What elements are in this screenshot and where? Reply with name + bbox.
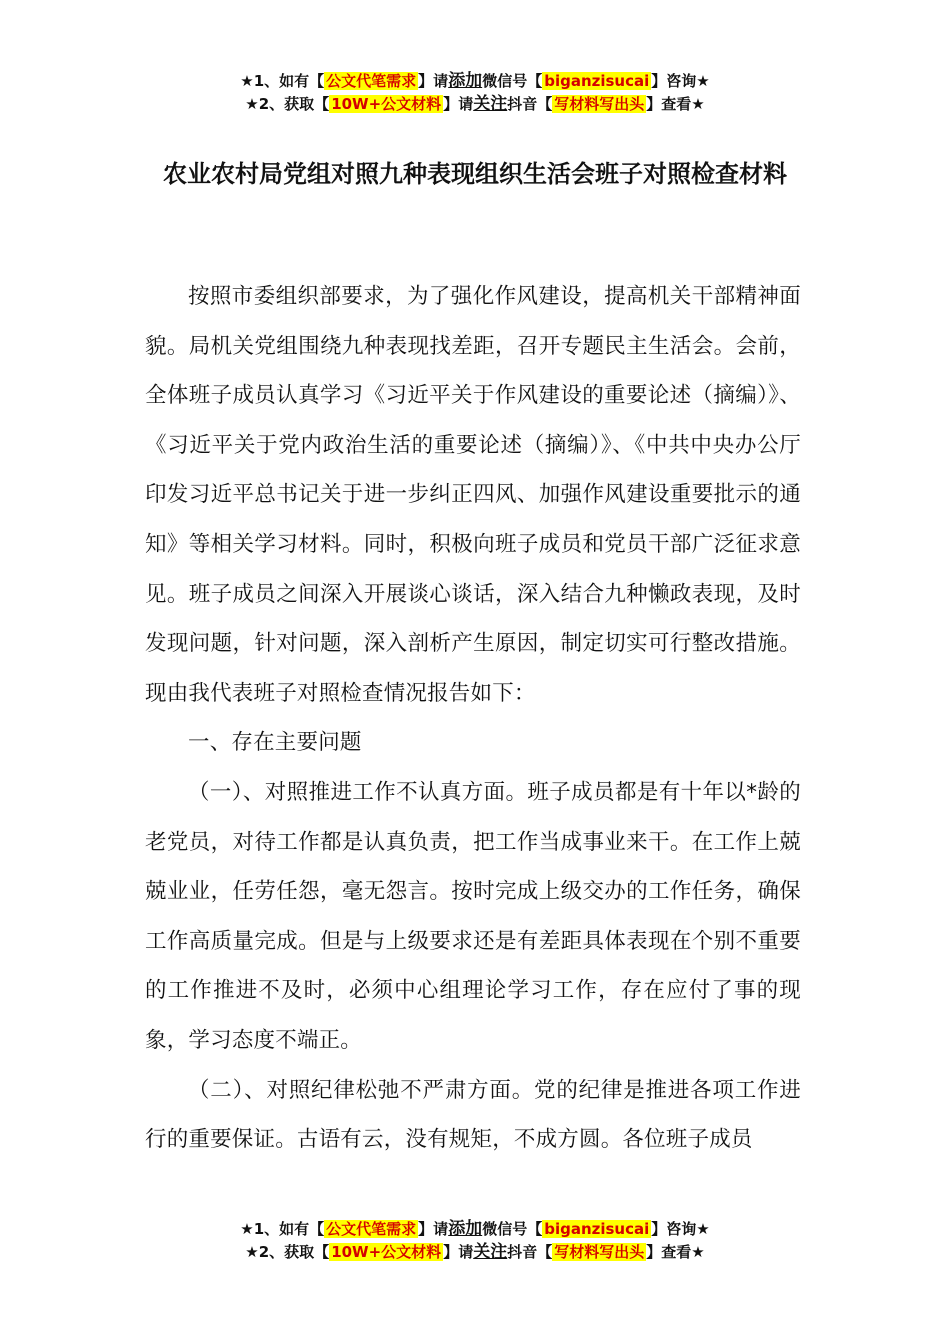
document-body <box>145 272 801 1165</box>
section-heading: 一、存在主要问题 <box>188 730 362 756</box>
promo-highlight: 10W+公文材料 <box>331 1243 442 1261</box>
paragraph-issue-1: （一）、对照推进工作不认真方面。班子成员都是有十年以*龄的老党员，对待工作都是认真负责，把工作当成事业来干。在工作上兢兢业业，任劳任怨，毫无怨言。按时完成上级交办的工作任务，确保工作高质量完成。但是与上级要求还是有差距具体表现在个别不重要的工作推进不及时，必须中心组理论学习工作，存在应付了事的现象，学习态度不端正。 <box>145 779 801 1053</box>
promo-text: 微信号【 <box>482 72 543 90</box>
promo-text: 】查看★ <box>646 95 705 113</box>
promo-text: ★2、获取【 <box>245 95 330 113</box>
promo-banner-top <box>0 70 950 116</box>
document-title: 农业农村局党组对照九种表现组织生活会班子对照检查材料 <box>163 160 787 188</box>
promo-text: 】请 <box>418 1220 449 1238</box>
promo-text: 抖音【 <box>507 1243 553 1261</box>
promo-text: ★1、如有【 <box>240 72 325 90</box>
promo-text: ★1、如有【 <box>240 1220 325 1238</box>
promo-text: 】请 <box>443 1243 474 1261</box>
promo-text: 抖音【 <box>507 95 553 113</box>
promo-line-2 <box>0 1241 950 1264</box>
promo-highlight: 公文代笔需求 <box>326 1220 417 1238</box>
promo-text: 微信号【 <box>482 1220 543 1238</box>
promo-douyin-id: 写材料写出头 <box>554 95 645 113</box>
promo-emphasis: 关注 <box>473 94 508 114</box>
promo-line-2 <box>0 93 950 116</box>
promo-line-1 <box>0 70 950 93</box>
promo-emphasis: 添加 <box>448 71 483 91</box>
promo-emphasis: 关注 <box>473 1242 508 1262</box>
promo-douyin-id: 写材料写出头 <box>554 1243 645 1261</box>
promo-text: 】请 <box>443 95 474 113</box>
promo-highlight: 10W+公文材料 <box>331 95 442 113</box>
promo-emphasis: 添加 <box>448 1219 483 1239</box>
promo-text: 】咨询★ <box>651 1220 710 1238</box>
promo-banner-bottom <box>0 1218 950 1264</box>
paragraph-issue-2: （二）、对照纪律松弛不严肃方面。党的纪律是推进各项工作进行的重要保证。古语有云，没有规矩，不成方圆。各位班子成员 <box>145 1077 801 1153</box>
promo-highlight: 公文代笔需求 <box>326 72 417 90</box>
promo-text: 】咨询★ <box>651 72 710 90</box>
promo-text: 】查看★ <box>646 1243 705 1261</box>
promo-text: ★2、获取【 <box>245 1243 330 1261</box>
promo-wechat-id: biganzisucai <box>544 72 650 90</box>
promo-line-1 <box>0 1218 950 1241</box>
paragraph-intro: 按照市委组织部要求，为了强化作风建设，提高机关干部精神面貌。局机关党组围绕九种表现找差距，召开专题民主生活会。会前，全体班子成员认真学习《习近平关于作风建设的重要论述（摘编）》、《习近平关于党内政治生活的重要论述（摘编）》、《中共中央办公厅印发习近平总书记关于进一步纠正四风、加强作风建设重要批示的通知》等相关学习材料。同时，积极向班子成员和党员干部广泛征求意见。班子成员之间深入开展谈心谈话，深入结合九种懒政表现，及时发现问题，针对问题，深入剖析产生原因，制定切实可行整改措施。现由我代表班子对照检查情况报告如下： <box>145 284 801 706</box>
promo-wechat-id: biganzisucai <box>544 1220 650 1238</box>
promo-text: 】请 <box>418 72 449 90</box>
